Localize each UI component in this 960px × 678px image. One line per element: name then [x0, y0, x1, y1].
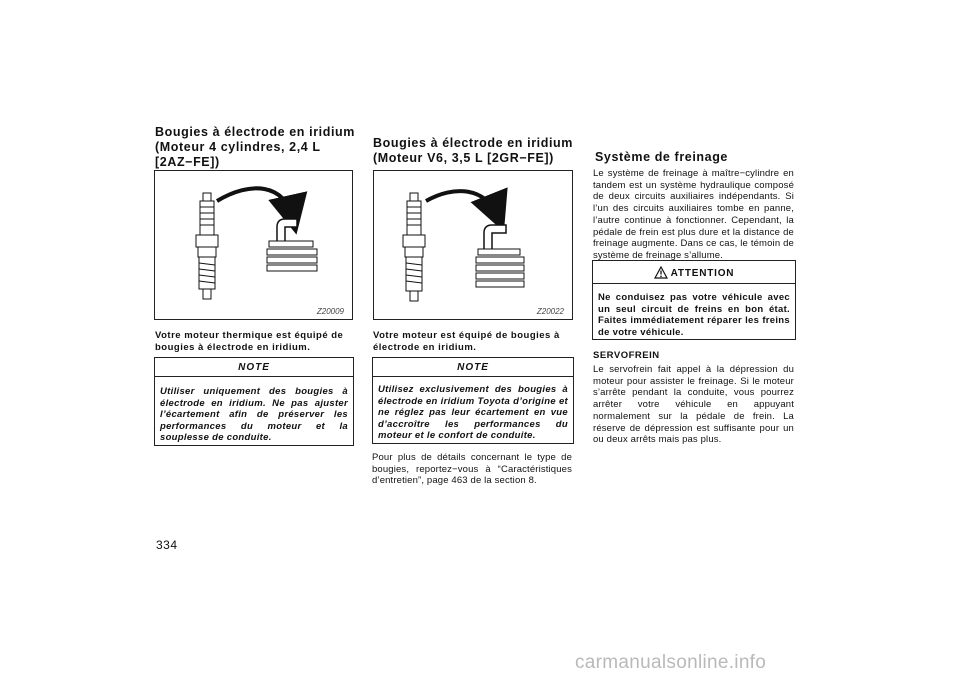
note-box-v6	[372, 357, 574, 444]
intro-text: Votre moteur est équipé de bougies à électrode en iridium.	[373, 330, 560, 353]
note-box-4cyl	[154, 357, 354, 446]
attention-title-row	[593, 261, 795, 284]
page-number: 334	[156, 538, 178, 552]
attention-title: ATTENTION	[670, 268, 735, 279]
brake-intro	[593, 168, 794, 262]
brake-heading	[595, 150, 795, 165]
tail-text: Pour plus de détails concernant le type de bougies, reportez−vous à “Caractéristiques d’entretien”, page 463 de la section 8.	[372, 452, 572, 487]
spark-plug-figure-v6	[373, 170, 573, 320]
attention-body: Ne conduisez pas votre véhicule avec un seul circuit de freins en bon état. Faites immédiatement réparer les freins de votre véhicule.	[598, 292, 790, 338]
figure-code: Z20009	[316, 307, 344, 316]
heading-line: Bougies à électrode en iridium	[155, 125, 355, 139]
heading-line: (Moteur 4 cylindres, 2,4 L	[155, 140, 321, 154]
servofrein-heading: SERVOFREIN	[593, 350, 660, 361]
note-title: NOTE	[155, 358, 353, 377]
note-title: NOTE	[373, 358, 573, 377]
note-body: Utilisez exclusivement des bougies à électrode en iridium Toyota d’origine et ne réglez pas leur écartement en vue d’accroître les performances du moteur et le confort de conduite.	[378, 384, 568, 441]
attention-box	[592, 260, 796, 340]
tail-v6	[372, 452, 572, 487]
intro-v6	[373, 330, 571, 354]
heading-line: Bougies à électrode en iridium	[373, 136, 573, 150]
spark-plug-figure-4cyl	[154, 170, 353, 320]
servofrein-text: Le servofrein fait appel à la dépression du moteur pour assister le freinage. Si le moteur s’arrête pendant la conduite, vous pourrez arrêter votre véhicule en appuyant normalement sur la pédale de frein. La réserve de dépression est suffisante pour un ou deux arrêts mais pas plus.	[593, 364, 794, 446]
servofrein-section	[593, 350, 794, 446]
intro-text: Votre moteur thermique est équipé de bougies à électrode en iridium.	[155, 330, 344, 353]
heading-line: [2AZ−FE])	[155, 155, 220, 169]
intro-4cyl	[155, 330, 352, 354]
warning-triangle-icon	[654, 266, 668, 279]
heading-line: Système de freinage	[595, 150, 728, 164]
spark-plug-illustration	[155, 171, 352, 319]
brake-intro-text: Le système de freinage à maître−cylindre en tandem est un système hydraulique composé de deux circuits auxiliaires indépendants. Si l’un des circuits auxiliaires tombe en panne, l’autre continue à fonctionner. Cependant, la pédale de frein est plus dure et la distance de freinage augmente. Dans ce cas, le témoin de système de freinage s’allume.	[593, 168, 794, 261]
spark-plug-illustration	[374, 171, 572, 319]
note-body: Utiliser uniquement des bougies à électrode en iridium. Ne pas ajuster l’écartement afin de préserver les performances du moteur et la souplesse de conduite.	[160, 386, 348, 443]
figure-code: Z20022	[536, 307, 564, 316]
watermark: carmanualsonline.info	[575, 652, 767, 673]
section-v6-heading	[373, 136, 583, 166]
section-4cyl-heading	[155, 125, 365, 170]
heading-line: (Moteur V6, 3,5 L [2GR−FE])	[373, 151, 554, 165]
